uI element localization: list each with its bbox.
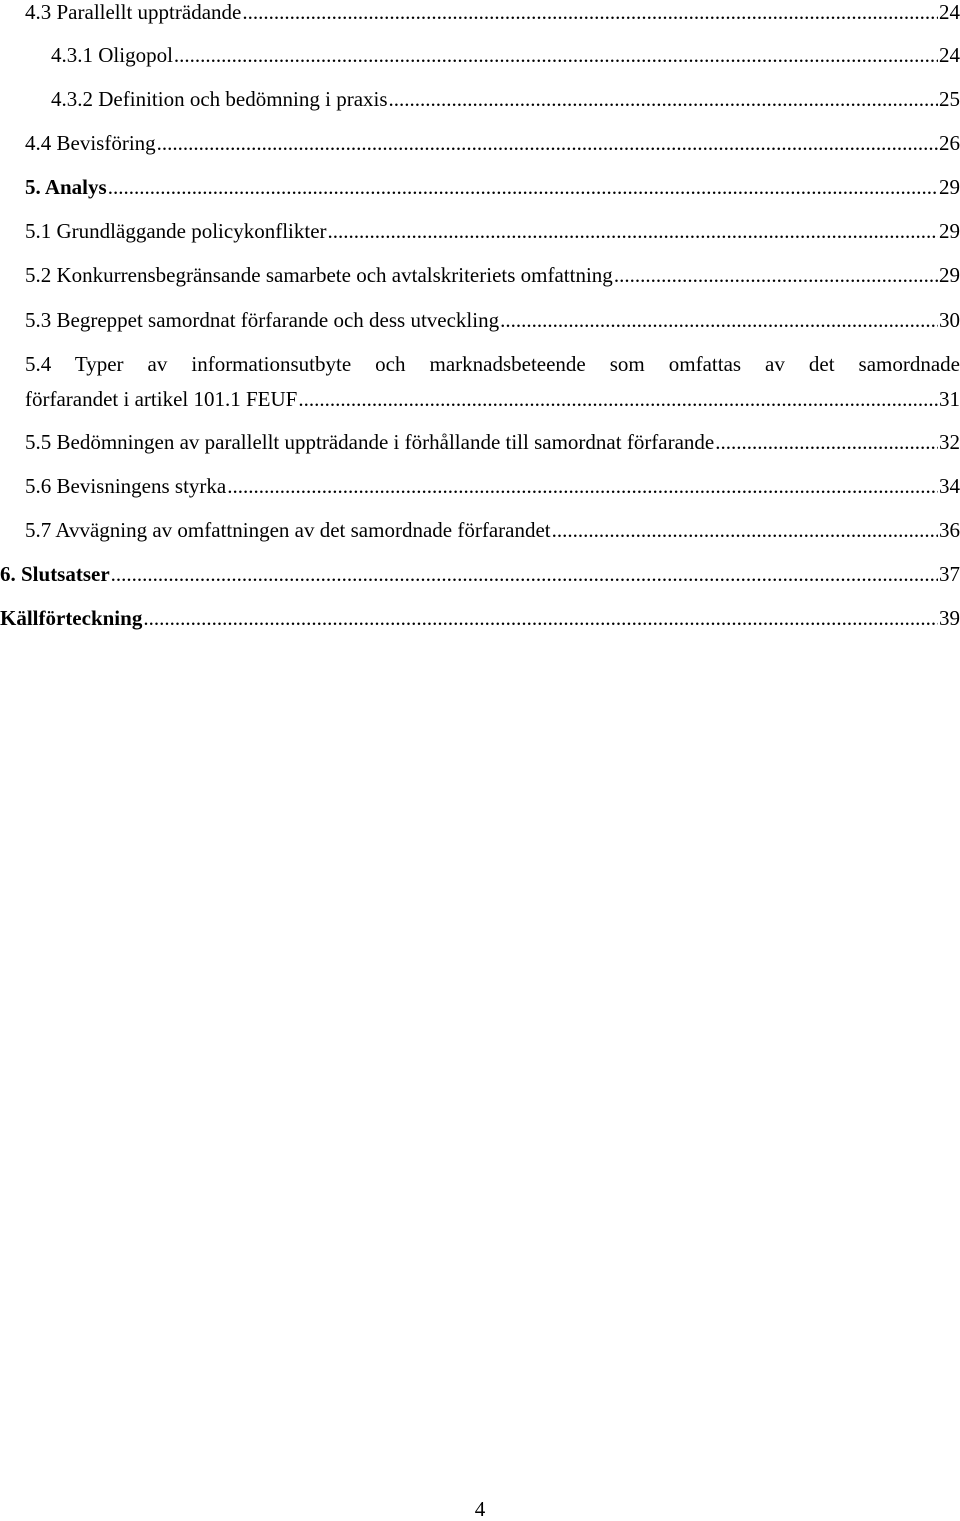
toc-entry-title: 4.3.1 Oligopol [51, 43, 173, 67]
toc-entry-page: 37 [939, 562, 960, 586]
toc-entry-5-6[interactable] [25, 474, 960, 498]
toc-entry-4-4[interactable] [25, 131, 960, 155]
toc-entry-title-line2: förfarandet i artikel 101.1 FEUF [25, 387, 298, 411]
toc-leader-dots [143, 606, 938, 630]
toc-leader-dots [111, 562, 938, 586]
toc-entry-page: 39 [939, 606, 960, 630]
toc-entry-5-2[interactable] [25, 263, 960, 287]
toc-entry-title: 6. Slutsatser [0, 562, 110, 586]
toc-entry-page: 24 [939, 43, 960, 67]
toc-entry-5-5[interactable] [25, 430, 960, 454]
toc-entry-title: 5.2 Konkurrensbegränsande samarbete och avtalskriteriets omfattning [25, 263, 613, 287]
toc-entry-page: 24 [939, 0, 960, 24]
toc-entry-5-7[interactable] [25, 518, 960, 542]
toc-leader-dots [500, 308, 938, 332]
toc-entry-title: 5.5 Bedömningen av parallellt uppträdande i förhållande till samordnat förfarande [25, 430, 715, 454]
toc-leader-dots [389, 87, 938, 111]
toc-leader-dots [242, 0, 938, 24]
toc-entry-5-1[interactable] [25, 219, 960, 243]
toc-entry-6[interactable] [0, 562, 960, 586]
toc-entry-5[interactable] [25, 175, 960, 199]
toc-entry-title: 5.6 Bevisningens styrka [25, 474, 227, 498]
toc-entry-page: 29 [939, 175, 960, 199]
toc-entry-4-3[interactable] [25, 0, 960, 24]
toc-entry-title: 4.4 Bevisföring [25, 131, 156, 155]
toc-entry-title-line1: 5.4 Typer av informationsutbyte och marknadsbeteende som omfattas av det samordnade [25, 352, 960, 376]
toc-entry-5-4[interactable] [25, 352, 960, 411]
toc-leader-dots [328, 219, 938, 243]
toc-entry-4-3-1[interactable] [51, 43, 960, 67]
toc-entry-page: 36 [939, 518, 960, 542]
toc-entry-page: 29 [939, 219, 960, 243]
toc-entry-4-3-2[interactable] [51, 87, 960, 111]
toc-entry-page: 31 [939, 387, 960, 411]
toc-entry-title: 5.7 Avvägning av omfattningen av det samordnade förfarandet [25, 518, 551, 542]
toc-leader-dots [108, 175, 938, 199]
toc-entry-page: 29 [939, 263, 960, 287]
page-number: 4 [474, 1497, 486, 1521]
toc-entry-title: 4.3.2 Definition och bedömning i praxis [51, 87, 388, 111]
toc-leader-dots [552, 518, 938, 542]
toc-entry-page: 32 [939, 430, 960, 454]
toc-entry-page: 30 [939, 308, 960, 332]
toc-entry-5-3[interactable] [25, 308, 960, 332]
toc-entry-title: 5.1 Grundläggande policykonflikter [25, 219, 327, 243]
toc-leader-dots [227, 474, 938, 498]
toc-entry-kallforteckning[interactable] [0, 606, 960, 630]
toc-leader-dots [298, 387, 938, 411]
toc-leader-dots [614, 263, 938, 287]
toc-entry-page: 34 [939, 474, 960, 498]
toc-leader-dots [715, 430, 938, 454]
toc-entry-title: 5. Analys [25, 175, 107, 199]
toc-entry-title: 4.3 Parallellt uppträdande [25, 0, 242, 24]
toc-entry-page: 26 [939, 131, 960, 155]
toc-leader-dots [174, 43, 938, 67]
toc-entry-title: Källförteckning [0, 606, 143, 630]
toc-leader-dots [157, 131, 938, 155]
toc-entry-page: 25 [939, 87, 960, 111]
toc-entry-title: 5.3 Begreppet samordnat förfarande och dess utveckling [25, 308, 500, 332]
